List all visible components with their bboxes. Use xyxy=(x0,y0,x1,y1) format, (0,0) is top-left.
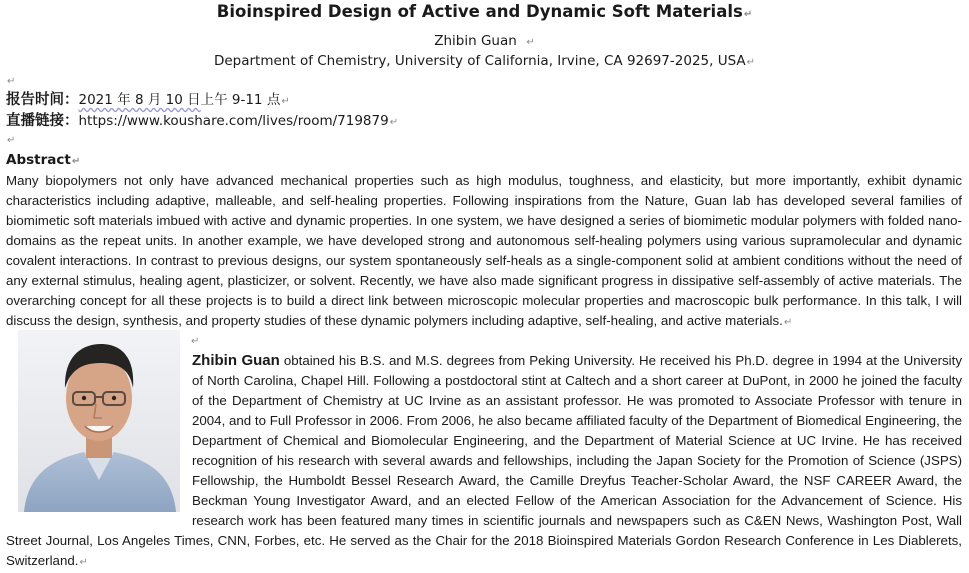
live-link-line xyxy=(6,111,398,133)
paragraph-mark-icon: ↵ xyxy=(7,76,16,87)
paragraph-mark-icon: ↵ xyxy=(783,317,793,328)
document-title: Bioinspired Design of Active and Dynamic Soft Materials↵ xyxy=(216,2,753,21)
live-link-url[interactable]: https://www.koushare.com/lives/room/719879 xyxy=(78,113,389,129)
paragraph-mark-icon: ↵ xyxy=(526,37,535,48)
paragraph-mark-icon: ↵ xyxy=(79,557,88,568)
bio-speaker-name: Zhibin Guan xyxy=(192,352,280,369)
empty-paragraph xyxy=(6,76,15,88)
report-time-label: 报告时间： xyxy=(6,92,79,108)
paragraph-mark-icon: ↵ xyxy=(71,156,81,167)
report-time-line xyxy=(6,90,290,112)
live-link-label: 直播链接： xyxy=(6,113,79,129)
speaker-photo xyxy=(18,330,180,512)
paragraph-mark-icon: ↵ xyxy=(7,135,16,146)
portrait-photo-icon xyxy=(18,330,180,512)
empty-paragraph xyxy=(6,135,15,147)
report-time-hours: 上午 9-11 点 xyxy=(200,92,281,108)
author-affiliation: Department of Chemistry, University of California, Irvine, CA 92697-2025, USA↵ xyxy=(213,53,756,69)
report-time-date: 2021 年 8 月 10 日 xyxy=(78,92,201,108)
paragraph-mark-icon: ↵ xyxy=(281,96,290,107)
abstract-heading: Abstract↵ xyxy=(6,152,81,168)
paragraph-mark-icon: ↵ xyxy=(743,9,753,20)
paragraph-mark-icon: ↵ xyxy=(191,336,200,347)
paragraph-mark-icon: ↵ xyxy=(746,57,756,68)
author-name: Zhibin Guan ↵ xyxy=(434,33,535,49)
bio-text: obtained his B.S. and M.S. degrees from Peking University. He received his Ph.D. degree in 1994 at the University of North Carolina, Chapel Hill. Following a postdoctoral stint at Caltech and a short career at DuPont, in 2000 he joined the faculty of the Department of Chemistry at UC Irvine as an assistant professor. He was promoted to Associate Professor with tenure in 2004, and to Full Professor in 2006. From 2006, he also became affiliated faculty of the Department of Biomedical Engineering, the Department of Chemical and Biomolecular Engineering, and the Department of Material Science at UC Irvine. He has received recognition of his research with several awards and fellowships, including the Japan Society for the Promotion of Science (JSPS) Fellowship, the Humboldt Bessel Research Award, the Camille Dreyfus Teacher-Scholar Award, the NSF CAREER Award, the Beckman Young Investigator Award, and an elected Fellow of the American Association for the Advancement of Science. His research work has been featured many times in scientific journals and newspapers such as C&EN News, Washington Post, Wall Street Journal, Los Angeles Times, CNN, Forbes, etc. He served as the Chair for the 2018 Bioinspired Materials Gordon Research Conference in Les Diablerets, Switzerland. xyxy=(6,353,962,568)
paragraph-mark-icon: ↵ xyxy=(389,117,399,128)
abstract-body: Many biopolymers not only have advanced mechanical properties such as high modulus, toughness, and elasticity, but more importantly, exhibit dynamic characteristics including adaptive, malleable, and self-healing properties. Following inspirations from the Nature, Guan lab has developed several families of biomimetic soft materials imbued with active and dynamic properties. In one system, we have designed a series of biomimetic modular polymers with folded nano-domains as the repeat units. In another example, we have developed strong and autonomous self-healing polymers using various supramolecular and dynamic covalent interactions. In contrast to previous designs, our system spontaneously self-heals as a single-component solid at ambient conditions without the need of any external stimulus, healing agent, plasticizer, or solvent. Recently, we have also made significant progress in dissipative self-assembly of active materials. The overarching concept for all these projects is to build a direct link between microscopic molecular properties and macroscopic bulk performance. In this talk, I will discuss the design, synthesis, and property studies of these dynamic polymers including adaptive, self-healing, and active materials.↵ xyxy=(6,173,962,328)
